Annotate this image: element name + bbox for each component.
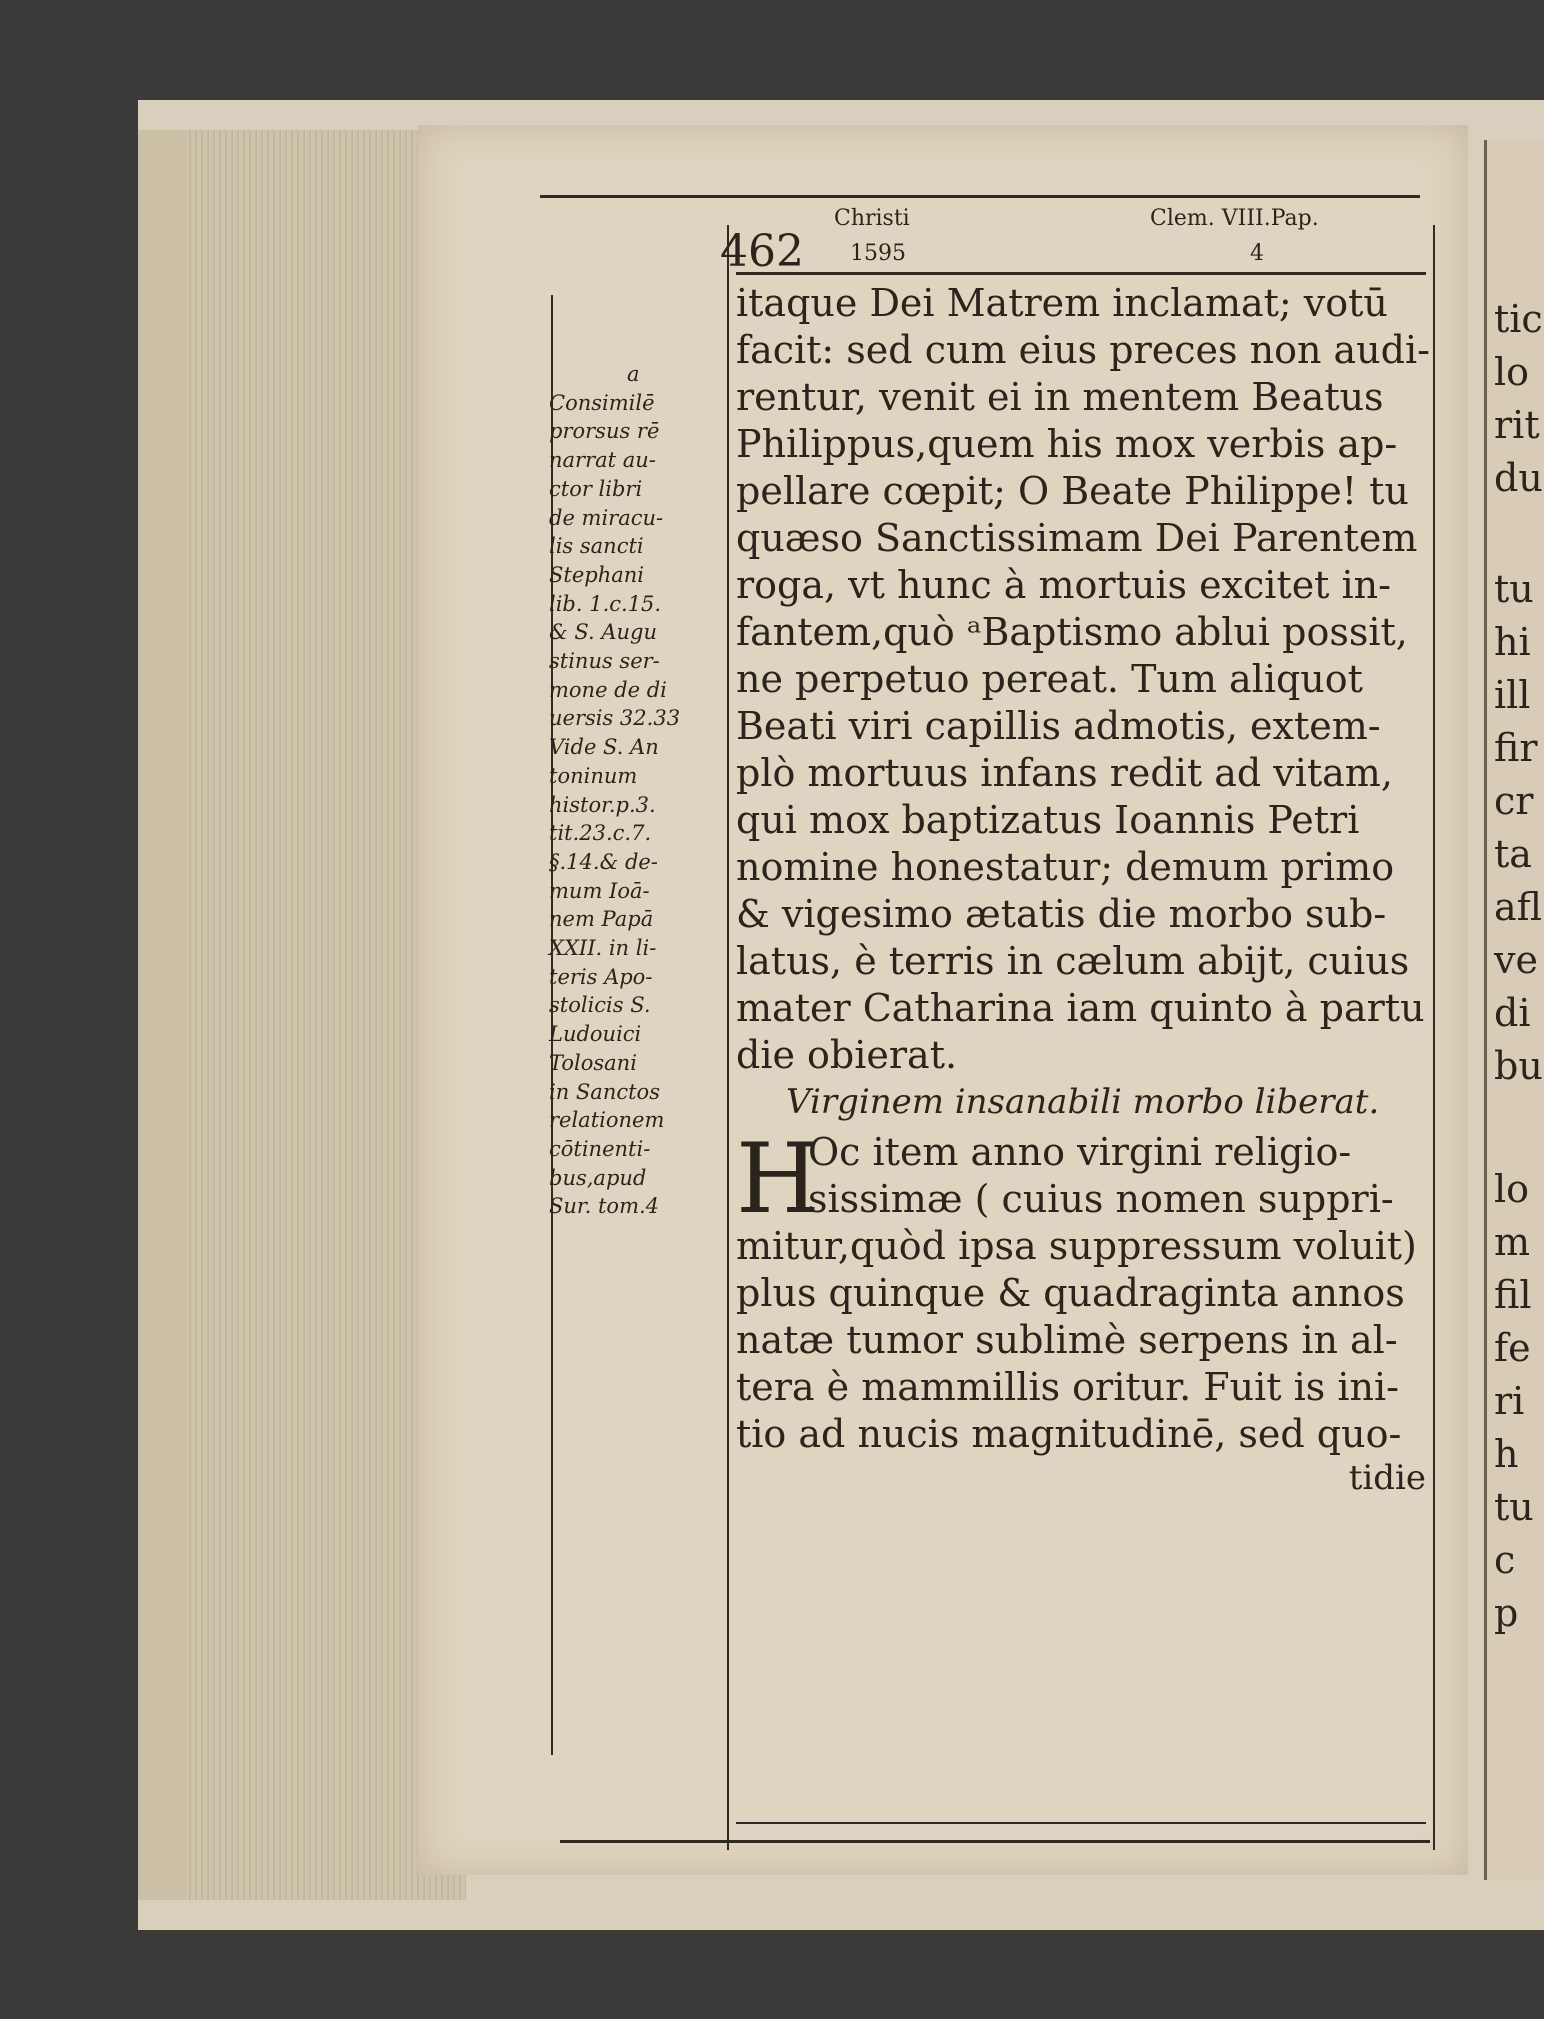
facing-fragment: ta xyxy=(1494,832,1532,876)
page-number: 462 xyxy=(720,226,804,277)
year: 1595 xyxy=(850,241,906,266)
text-line: tera è mammillis oritur. Fuit is ini- xyxy=(736,1365,1399,1409)
facing-fragment: du xyxy=(1494,456,1543,500)
text-line: roga, vt hunc à mortuis excitet in- xyxy=(736,563,1391,607)
facing-fragment: ill xyxy=(1494,673,1531,717)
era-label: Christi xyxy=(834,206,910,231)
text-line: itaque Dei Matrem inclamat; votū xyxy=(736,281,1388,325)
text-line: pellare cœpit; O Beate Philippe! tu xyxy=(736,469,1409,513)
note-marker: a xyxy=(627,362,640,386)
note-line: stolicis S. xyxy=(549,993,651,1018)
note-line: stinus ser- xyxy=(549,649,660,674)
facing-fragment: ve xyxy=(1494,938,1538,982)
page-edges xyxy=(138,130,466,1900)
facing-fragment: tu xyxy=(1494,1485,1534,1529)
text-line: quæso Sanctissimam Dei Parentem xyxy=(736,516,1418,560)
note-line: & S. Augu xyxy=(549,620,658,645)
header-underline xyxy=(736,272,1426,275)
bottom-rule-2 xyxy=(736,1822,1426,1824)
text-line: facit: sed cum eius preces non audi- xyxy=(736,328,1430,372)
facing-fragment: p xyxy=(1494,1591,1519,1635)
facing-fragment: hi xyxy=(1494,620,1531,664)
drop-cap: H xyxy=(736,1123,820,1235)
text-line-content: sissimæ ( cuius nomen suppri- xyxy=(808,1177,1394,1221)
text-line: & vigesimo ætatis die morbo sub- xyxy=(736,892,1387,936)
facing-fragment: fil xyxy=(1494,1273,1532,1317)
note-line: §.14.& de- xyxy=(549,849,658,874)
note-line: Ludouici xyxy=(549,1022,642,1047)
note-line: tit.23.c.7. xyxy=(549,821,652,846)
text-line: natæ tumor sublimè serpens in al- xyxy=(736,1318,1398,1362)
note-line: Sur. tom.4 xyxy=(549,1194,660,1219)
bottom-rule xyxy=(560,1840,1430,1843)
facing-fragment: tu xyxy=(1494,567,1534,611)
note-line: relationem xyxy=(549,1108,665,1133)
note-line: de miracu- xyxy=(549,505,664,530)
facing-fragment: cr xyxy=(1494,779,1534,823)
facing-fragment: rit xyxy=(1494,403,1540,447)
main-text xyxy=(736,280,1436,1498)
facing-fragment: h xyxy=(1494,1432,1519,1476)
margin-note xyxy=(549,360,727,1221)
note-line: Consimilē xyxy=(549,390,655,415)
text-line: plus quinque & quadraginta annos xyxy=(736,1271,1405,1315)
facing-fragment: di xyxy=(1494,991,1531,1035)
note-line: lib. 1.c.15. xyxy=(549,591,662,616)
text-line: latus, è terris in cælum abijt, cuius xyxy=(736,939,1410,983)
note-line: cōtinenti- xyxy=(549,1136,651,1161)
note-line: Vide S. An xyxy=(549,735,659,760)
text-line-content: Oc item anno virgini religio- xyxy=(808,1130,1352,1174)
text-line: rentur, venit ei in mentem Beatus xyxy=(736,375,1384,419)
note-line: prorsus rē xyxy=(549,419,660,444)
note-line: toninum xyxy=(549,763,638,788)
facing-fragment: lo xyxy=(1494,1167,1530,1211)
text-line: qui mox baptizatus Ioannis Petri xyxy=(736,798,1360,842)
note-line: in Sanctos xyxy=(549,1079,660,1104)
note-line: uersis 32.33 xyxy=(549,706,681,731)
text-line: fantem,quò ᵃBaptismo ablui possit, xyxy=(736,610,1408,654)
column-rule xyxy=(727,225,729,1850)
facing-fragment: tic xyxy=(1494,297,1543,341)
text-line: mitur,quòd ipsa suppressum voluit) xyxy=(736,1224,1417,1268)
facing-fragment: c xyxy=(1494,1538,1516,1582)
note-line: teris Apo- xyxy=(549,964,653,989)
note-line: nem Papā xyxy=(549,907,654,932)
text-line xyxy=(736,1176,1436,1223)
facing-fragment: m xyxy=(1494,1220,1531,1264)
note-line: narrat au- xyxy=(549,448,656,473)
text-line: Beati viri capillis admotis, extem- xyxy=(736,704,1381,748)
facing-fragment: lo xyxy=(1494,350,1530,394)
note-line: ctor libri xyxy=(549,476,643,501)
catchword: tidie xyxy=(1348,1458,1426,1498)
facing-fragment: afl xyxy=(1494,885,1543,929)
text-line: plò mortuus infans redit ad vitam, xyxy=(736,751,1393,795)
text-line: die obierat. xyxy=(736,1033,958,1077)
text-line: tio ad nucis magnitudinē, sed quo- xyxy=(736,1412,1402,1456)
facing-fragment: bu xyxy=(1494,1044,1543,1088)
note-line: histor.p.3. xyxy=(549,792,656,817)
note-line: mone de di xyxy=(549,677,667,702)
note-line: Stephani xyxy=(549,562,644,587)
text-line: Philippus,quem his mox verbis ap- xyxy=(736,422,1398,466)
note-line: lis sancti xyxy=(549,534,644,559)
note-line: bus,apud xyxy=(549,1165,647,1190)
note-line: Tolosani xyxy=(549,1050,637,1075)
text-line: mater Catharina iam quinto à partu xyxy=(736,986,1425,1030)
pontificate-year: 4 xyxy=(1250,241,1264,266)
note-line: XXII. in li- xyxy=(549,936,657,961)
text-line: nomine honestatur; demum primo xyxy=(736,845,1395,889)
facing-fragment: fir xyxy=(1494,726,1538,770)
facing-fragment: fe xyxy=(1494,1326,1531,1370)
top-rule xyxy=(540,195,1420,198)
section-heading: Virginem insanabili morbo liberat. xyxy=(786,1082,1380,1122)
facing-fragment: ri xyxy=(1494,1379,1525,1423)
note-line: mum Ioā- xyxy=(549,878,650,903)
text-line: ne perpetuo pereat. Tum aliquot xyxy=(736,657,1363,701)
pope-label: Clem. VIII.Pap. xyxy=(1150,206,1319,231)
